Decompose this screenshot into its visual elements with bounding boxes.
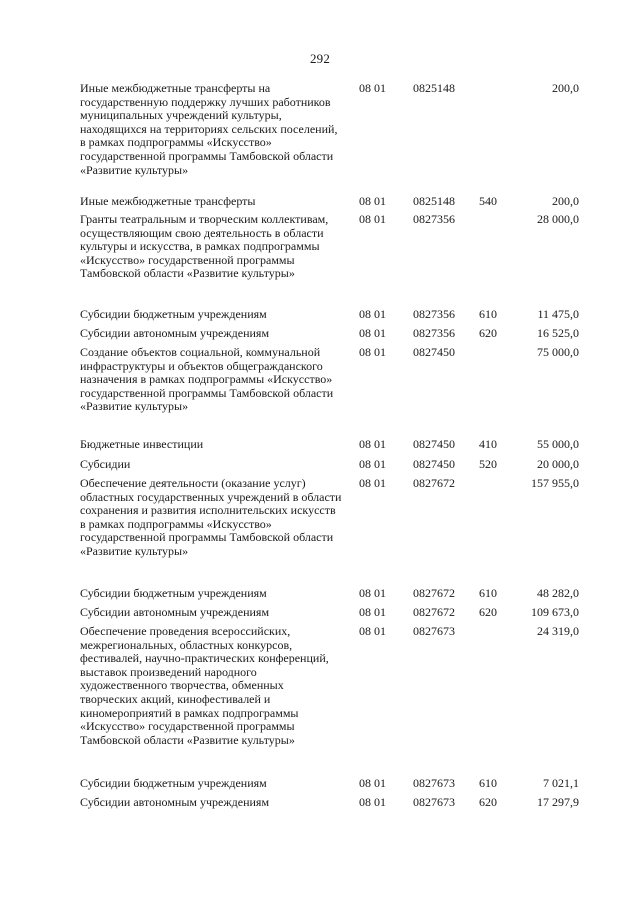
row-amount: 109 673,0	[531, 605, 579, 619]
row-expense-type: 620	[479, 795, 497, 809]
row-expense-type: 610	[479, 307, 497, 321]
row-code: 0827356	[413, 326, 455, 340]
row-section: 08 01	[359, 81, 386, 95]
row-code: 0827356	[413, 307, 455, 321]
row-expense-type: 610	[479, 776, 497, 790]
row-name: Субсидии автономным учреждениям	[80, 326, 270, 340]
row-expense-type: 610	[479, 586, 497, 600]
row-name: Субсидии автономным учреждениям	[80, 605, 270, 619]
row-amount: 55 000,0	[537, 437, 579, 451]
row-expense-type: 410	[479, 437, 497, 451]
row-code: 0827672	[413, 586, 455, 600]
row-name: Субсидии бюджетным учреждениям	[80, 776, 267, 790]
row-section: 08 01	[359, 586, 386, 600]
row-section: 08 01	[359, 345, 386, 359]
row-section: 08 01	[359, 476, 386, 490]
row-code: 0827450	[413, 345, 455, 359]
row-name: Субсидии бюджетным учреждениям	[80, 307, 267, 321]
row-section: 08 01	[359, 437, 386, 451]
row-section: 08 01	[359, 795, 386, 809]
row-code: 0827673	[413, 795, 455, 809]
row-section: 08 01	[359, 194, 386, 208]
row-amount: 16 525,0	[537, 326, 579, 340]
row-section: 08 01	[359, 307, 386, 321]
row-name: Создание объектов социальной, коммунальной инфраструктуры и объектов общегражданского назначения в рамках подпрограммы «Искусство» государственной программы Тамбовской области «Развитие культуры»	[80, 345, 334, 414]
row-name: Иные межбюджетные трансферты на государственную поддержку лучших работников муниципальных учреждений культуры, находящихся на территориях сельских поселений, в рамках подпрограммы «Искусство» государственной программы Тамбовской области «Развитие культуры»	[80, 81, 338, 177]
row-amount: 75 000,0	[537, 345, 579, 359]
row-amount: 28 000,0	[537, 212, 579, 226]
row-section: 08 01	[359, 212, 386, 226]
row-amount: 157 955,0	[531, 476, 579, 490]
row-code: 0827672	[413, 476, 455, 490]
row-code: 0827450	[413, 437, 455, 451]
row-name: Обеспечение проведения всероссийских, межрегиональных, областных конкурсов, фестивалей, научно-практических конференций, выставок произведений народного художественного творчества, обменных творческих акций, кинофестивалей и киномероприятий в рамках подпрограммы «Искусство» государственной программы Тамбовской области «Развитие культуры»	[80, 624, 329, 747]
row-expense-type: 620	[479, 326, 497, 340]
row-name: Гранты театральным и творческим коллективам, осуществляющим свою деятельность в области культуры и искусства, в рамках подпрограммы «Искусство» государственной программы Тамбовской области «Развитие культуры»	[80, 212, 329, 281]
row-amount: 48 282,0	[537, 586, 579, 600]
row-amount: 200,0	[552, 81, 579, 95]
row-amount: 11 475,0	[537, 307, 579, 321]
row-expense-type: 540	[479, 194, 497, 208]
row-code: 0825148	[413, 194, 455, 208]
row-section: 08 01	[359, 624, 386, 638]
row-amount: 24 319,0	[537, 624, 579, 638]
row-amount: 200,0	[552, 194, 579, 208]
row-amount: 7 021,1	[543, 776, 579, 790]
row-name: Субсидии	[80, 457, 131, 471]
row-section: 08 01	[359, 605, 386, 619]
page-number: 292	[309, 51, 331, 66]
row-name: Субсидии автономным учреждениям	[80, 795, 270, 809]
row-name: Иные межбюджетные трансферты	[80, 194, 256, 208]
row-amount: 20 000,0	[537, 457, 579, 471]
row-name: Субсидии бюджетным учреждениям	[80, 586, 267, 600]
row-code: 0827673	[413, 776, 455, 790]
row-code: 0827450	[413, 457, 455, 471]
row-section: 08 01	[359, 776, 386, 790]
row-code: 0827673	[413, 624, 455, 638]
row-code: 0825148	[413, 81, 455, 95]
row-amount: 17 297,9	[537, 795, 579, 809]
row-code: 0827356	[413, 212, 455, 226]
row-expense-type: 620	[479, 605, 497, 619]
row-code: 0827672	[413, 605, 455, 619]
row-section: 08 01	[359, 457, 386, 471]
row-name: Обеспечение деятельности (оказание услуг) областных государственных учреждений в области сохранения и развития исполнительских искусств в рамках подпрограммы «Искусство» государственной программы Тамбовской области «Развитие культуры»	[80, 476, 342, 558]
row-section: 08 01	[359, 326, 386, 340]
row-expense-type: 520	[479, 457, 497, 471]
row-name: Бюджетные инвестиции	[80, 437, 204, 451]
